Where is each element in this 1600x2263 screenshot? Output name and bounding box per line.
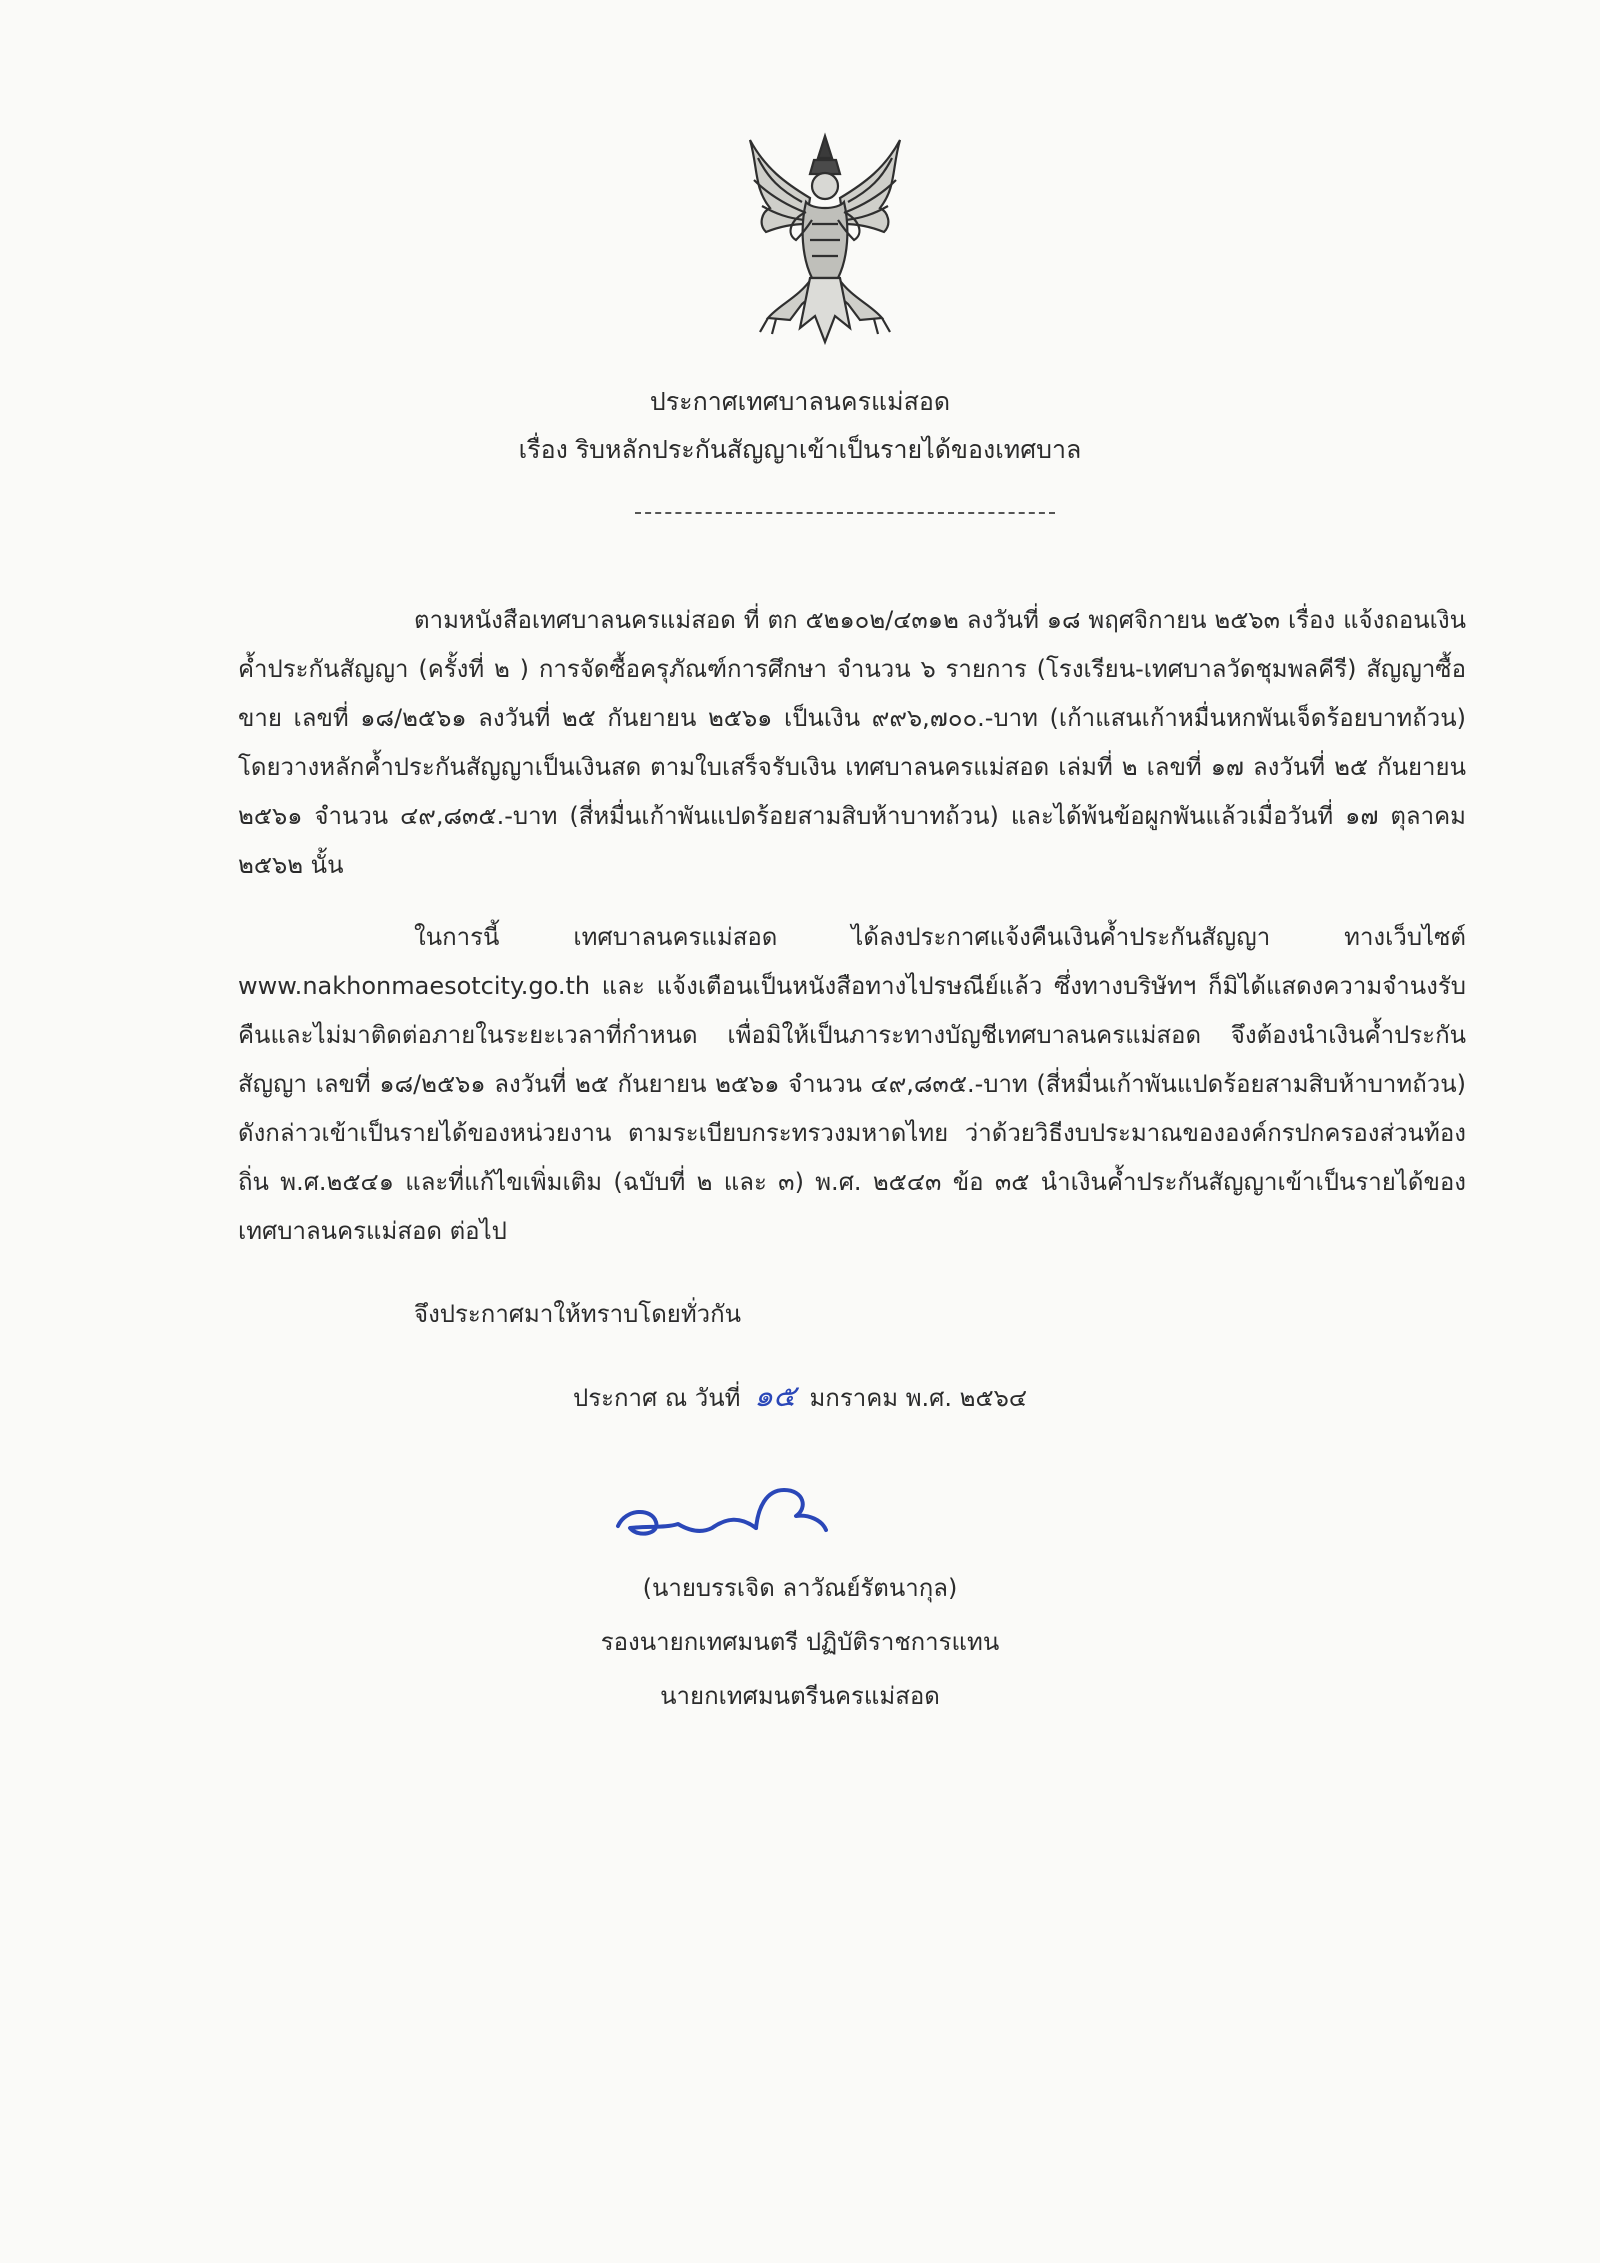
signatory-name: (นายบรรเจิด ลาวัณย์รัตนากุล) xyxy=(642,1574,958,1602)
garuda-emblem-icon xyxy=(740,128,910,358)
body-paragraph-2 xyxy=(238,913,1466,1256)
paragraph-2-text: ในการนี้ เทศบาลนครแม่สอด ได้ลงประกาศแจ้งคืนเงินค้ำประกันสัญญา ทางเว็บไซต์ www.nakhonmaesotcity.go.th และ แจ้งเตือนเป็นหนังสือทางไปรษณีย์แล้ว ซึ่งทางบริษัทฯ ก็มิได้แสดงความจำนงรับคืนและไม่มาติดต่อภายในระยะเวลาที่กำหนด เพื่อมิให้เป็นภาระทางบัญชีเทศบาลนครแม่สอด จึงต้องนำเงินค้ำประกันสัญญา เลขที่ ๑๘/๒๕๖๑ ลงวันที่ ๒๕ กันยายน ๒๕๖๑ จำนวน ๔๙,๘๓๕.-บาท (สี่หมื่นเก้าพันแปดร้อยสามสิบห้าบาทถ้วน) ดังกล่าวเข้าเป็นรายได้ของหน่วยงาน ตามระเบียบกระทรวงมหาดไทย ว่าด้วยวิธีงบประมาณขององค์กรปกครองส่วนท้องถิ่น พ.ศ.๒๕๔๑ และที่แก้ไขเพิ่มเติม (ฉบับที่ ๒ และ ๓) พ.ศ. ๒๕๔๓ ข้อ ๓๕ นำเงินค้ำประกันสัญญาเข้าเป็นรายได้ของเทศบาลนครแม่สอด ต่อไป xyxy=(238,923,1466,1245)
paragraph-1-text: ตามหนังสือเทศบาลนครแม่สอด ที่ ตก ๕๒๑๐๒/๔๓๑๒ ลงวันที่ ๑๘ พฤศจิกายน ๒๕๖๓ เรื่อง แจ้งถอนเงินค้ำประกันสัญญา (ครั้งที่ ๒ ) การจัดซื้อครุภัณฑ์การศึกษา จำนวน ๖ รายการ (โรงเรียน-เทศบาลวัดชุมพลคีรี) สัญญาซื้อขาย เลขที่ ๑๘/๒๕๖๑ ลงวันที่ ๒๕ กันยายน ๒๕๖๑ เป็นเงิน ๙๙๖,๗๐๐.-บาท (เก้าแสนเก้าหมื่นหกพันเจ็ดร้อยบาทถ้วน) โดยวางหลักค้ำประกันสัญญาเป็นเงินสด ตามใบเสร็จรับเงิน เทศบาลนครแม่สอด เล่มที่ ๒ เลขที่ ๑๗ ลงวันที่ ๒๕ กันยายน ๒๕๖๑ จำนวน ๔๙,๘๓๕.-บาท (สี่หมื่นเก้าพันแปดร้อยสามสิบห้าบาทถ้วน) และได้พ้นข้อผูกพันแล้วเมื่อวันที่ ๑๗ ตุลาคม ๒๕๖๒ นั้น xyxy=(238,606,1467,879)
announcement-title: ประกาศเทศบาลนครแม่สอด xyxy=(649,387,951,416)
signatory-office: นายกเทศมนตรีนครแม่สอด xyxy=(660,1682,940,1710)
date-prefix: ประกาศ ณ วันที่ xyxy=(572,1384,741,1412)
closing-statement: จึงประกาศมาให้ทราบโดยทั่วกัน xyxy=(414,1300,742,1328)
date-day-handwritten: ๑๕ xyxy=(754,1379,796,1414)
announcement-subject: เรื่อง ริบหลักประกันสัญญาเข้าเป็นรายได้ของเทศบาล xyxy=(518,435,1082,464)
date-suffix: มกราคม พ.ศ. ๒๕๖๔ xyxy=(809,1384,1028,1412)
signatory-position: รองนายกเทศมนตรี ปฏิบัติราชการแทน xyxy=(600,1628,1000,1656)
handwritten-signature xyxy=(608,1468,838,1558)
body-paragraph-1 xyxy=(238,596,1466,890)
announcement-date xyxy=(0,1373,1600,1422)
title-divider xyxy=(635,512,1055,514)
